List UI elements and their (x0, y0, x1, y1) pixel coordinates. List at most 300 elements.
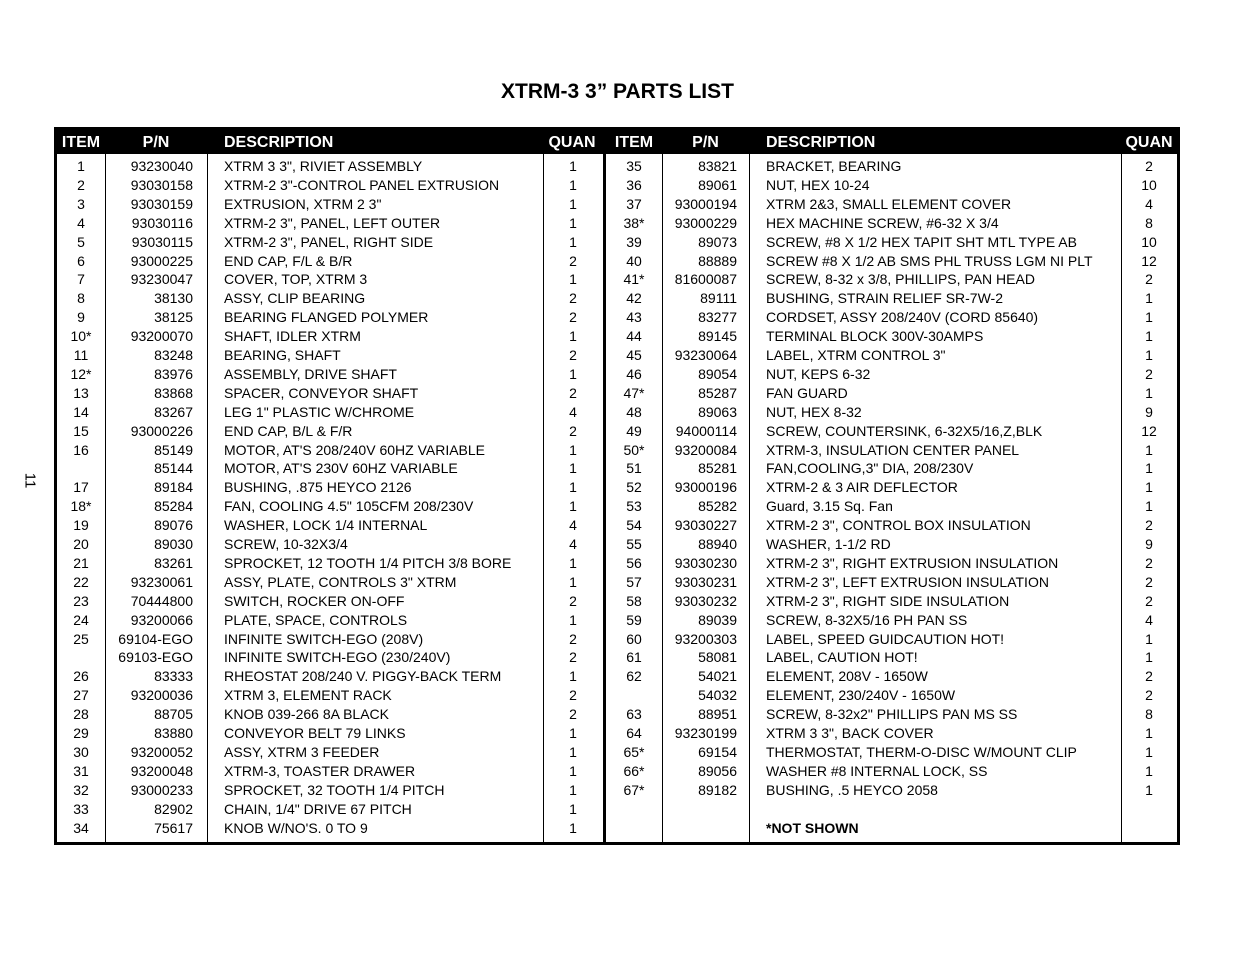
table-header (57, 130, 1177, 154)
right-row-desc: WASHER #8 INTERNAL LOCK, SS (766, 762, 988, 779)
left-row-pn: 83248 (154, 347, 193, 363)
right-row-quan: 1 (1145, 290, 1153, 307)
right-row-item: 44 (626, 328, 642, 345)
right-row-quan: 2 (1145, 668, 1153, 685)
right-row-pn (664, 819, 737, 838)
left-row-item: 29 (73, 725, 89, 741)
right-row-pn: 88940 (698, 536, 737, 552)
left-row-desc: ASSY, XTRM 3 FEEDER (224, 743, 380, 760)
right-row-quan: 2 (1145, 271, 1153, 288)
left-row-pn: 82902 (154, 800, 193, 817)
right-row-quan: 1 (1145, 460, 1153, 477)
left-row-pn: 83868 (154, 384, 193, 401)
right-row-desc: CORDSET, ASSY 208/240V (CORD 85640) (766, 309, 1039, 326)
right-row-quan: 1 (1145, 479, 1153, 496)
right-row-quan: 4 (1145, 611, 1153, 628)
left-row-quan: 1 (569, 460, 577, 477)
left-row-item: 5 (77, 233, 85, 250)
left-row-item: 30 (73, 743, 89, 760)
left-row-quan: 4 (569, 517, 577, 534)
right-row-desc: NUT, KEPS 6-32 (766, 365, 871, 382)
left-row-desc: KNOB W/NO'S. 0 TO 9 (224, 819, 368, 836)
right-row-item: 57 (626, 573, 642, 590)
right-row-pn: 93200084 (674, 441, 737, 458)
left-row-pn: 70444800 (130, 592, 193, 609)
right-row-item: 51 (626, 460, 642, 477)
left-row-pn: 89184 (154, 479, 193, 496)
left-row-desc: SPROCKET, 32 TOOTH 1/4 PITCH (224, 781, 445, 798)
left-row-item: 14 (73, 403, 89, 420)
left-row-desc: XTRM-2 3", PANEL, LEFT OUTER (224, 214, 441, 231)
right-row-pn: 93030231 (674, 573, 737, 590)
right-row-item: 59 (626, 611, 642, 628)
left-row-item: 15 (73, 422, 89, 439)
left-row-quan: 1 (569, 214, 577, 231)
right-row-item: 50* (623, 441, 645, 458)
left-row-desc: INFINITE SWITCH-EGO (208V) (224, 630, 424, 647)
left-row-item: 17 (73, 479, 89, 496)
right-row-desc: WASHER, 1-1/2 RD (766, 536, 891, 552)
left-row-desc: PLATE, SPACE, CONTROLS (224, 611, 408, 628)
left-row-item: 10* (70, 328, 92, 345)
right-row-pn: 93030230 (674, 554, 737, 571)
left-row-pn: 83880 (154, 725, 193, 741)
left-row-desc: XTRM-2 3", PANEL, RIGHT SIDE (224, 233, 434, 250)
right-row-item: 60 (626, 630, 642, 647)
right-row-quan: 8 (1145, 214, 1153, 231)
left-row-quan: 1 (569, 233, 577, 250)
right-row-item: 62 (626, 668, 642, 685)
right-row-pn: 54021 (698, 668, 737, 685)
right-row-pn: 93230199 (674, 725, 737, 741)
left-row-desc: XTRM-3, TOASTER DRAWER (224, 762, 416, 779)
left-row-item: 28 (73, 706, 89, 723)
right-row-pn: 89056 (698, 762, 737, 779)
left-row-pn: 93230040 (130, 158, 193, 174)
right-row-pn (664, 800, 737, 819)
right-row-pn: 89054 (698, 365, 737, 382)
right-row-item: 55 (626, 536, 642, 552)
left-row-item: 13 (73, 384, 89, 401)
left-row-pn: 93200052 (130, 743, 193, 760)
left-row-desc: SCREW, 10-32X3/4 (224, 536, 348, 552)
right-row-desc: XTRM 3 3", BACK COVER (766, 725, 934, 741)
right-row-quan: 2 (1145, 554, 1153, 571)
right-row-pn: 54032 (698, 687, 737, 704)
left-row-quan: 2 (569, 422, 577, 439)
right-row-pn: 58081 (698, 649, 737, 666)
left-row-pn: 93230061 (130, 573, 193, 590)
right-row-pn: 93200303 (674, 630, 737, 647)
left-row-desc: CHAIN, 1/4" DRIVE 67 PITCH (224, 800, 412, 817)
left-row-quan: 1 (569, 725, 577, 741)
right-row-quan: 4 (1145, 195, 1153, 212)
left-row-quan: 4 (569, 403, 577, 420)
right-row-item: 36 (626, 176, 642, 193)
right-row-quan: 1 (1145, 781, 1153, 798)
left-row-quan: 1 (569, 479, 577, 496)
left-row-quan: 1 (569, 554, 577, 571)
left-row-quan: 1 (569, 176, 577, 193)
left-row-quan: 1 (569, 195, 577, 212)
header-pn-right: P/N (692, 134, 719, 151)
right-row-desc: FAN,COOLING,3" DIA, 208/230V (766, 460, 974, 477)
left-row-item: 12* (70, 365, 92, 382)
left-row-desc: END CAP, F/L & B/R (224, 252, 353, 269)
column-divider (749, 154, 750, 842)
right-row-pn: 85287 (698, 384, 737, 401)
left-row-item: 19 (73, 517, 89, 534)
right-row-desc: Guard, 3.15 Sq. Fan (766, 498, 893, 515)
right-row-desc: LABEL, SPEED GUIDCAUTION HOT! (766, 630, 1005, 647)
left-row-desc: CONVEYOR BELT 79 LINKS (224, 725, 406, 741)
right-row-pn: 88889 (698, 252, 737, 269)
left-row-desc: XTRM 3, ELEMENT RACK (224, 687, 392, 704)
left-row-pn: 88705 (154, 706, 193, 723)
right-row-desc: SCREW, 8-32x2" PHILLIPS PAN MS SS (766, 706, 1018, 723)
right-row-item: 63 (626, 706, 642, 723)
right-row-quan: 2 (1145, 365, 1153, 382)
right-row-item: 58 (626, 592, 642, 609)
right-row-pn: 88951 (698, 706, 737, 723)
left-row-item: 21 (73, 554, 89, 571)
left-row-desc: ASSY, CLIP BEARING (224, 290, 366, 307)
right-row-desc: THERMOSTAT, THERM-O-DISC W/MOUNT CLIP (766, 743, 1077, 760)
right-row-desc: ELEMENT, 208V - 1650W (766, 668, 928, 685)
left-row-pn: 83333 (154, 668, 193, 685)
left-row-quan: 1 (569, 611, 577, 628)
left-row-desc: BEARING, SHAFT (224, 347, 341, 363)
right-row-quan (1121, 819, 1177, 838)
left-row-quan: 1 (569, 328, 577, 345)
right-row-pn: 83277 (698, 309, 737, 326)
left-row-quan: 2 (569, 384, 577, 401)
left-row-item: 3 (77, 195, 85, 212)
left-row-item (57, 459, 105, 478)
left-row-item: 22 (73, 573, 89, 590)
right-row-item: 47* (623, 384, 645, 401)
right-row-pn: 81600087 (674, 271, 737, 288)
right-row-quan: 1 (1145, 441, 1153, 458)
right-row-desc: BUSHING, STRAIN RELIEF SR-7W-2 (766, 290, 1004, 307)
left-row-quan: 2 (569, 592, 577, 609)
left-row-desc: XTRM 3 3", RIVIET ASSEMBLY (224, 158, 423, 174)
left-row-quan: 1 (569, 668, 577, 685)
left-row-pn: 75617 (154, 819, 193, 836)
left-row-desc: BEARING FLANGED POLYMER (224, 309, 429, 326)
left-row-item: 24 (73, 611, 89, 628)
left-row-item (57, 648, 105, 667)
left-row-item: 16 (73, 441, 89, 458)
right-row-quan: 12 (1141, 422, 1157, 439)
right-row-desc: XTRM-3, INSULATION CENTER PANEL (766, 441, 1020, 458)
left-row-item: 8 (77, 290, 85, 307)
left-row-desc: RHEOSTAT 208/240 V. PIGGY-BACK TERM (224, 668, 502, 685)
left-row-quan: 1 (569, 498, 577, 515)
left-row-desc: SWITCH, ROCKER ON-OFF (224, 592, 405, 609)
right-row-desc: TERMINAL BLOCK 300V-30AMPS (766, 328, 984, 345)
left-row-item: 6 (77, 252, 85, 269)
right-row-pn: 89073 (698, 233, 737, 250)
right-row-desc: BUSHING, .5 HEYCO 2058 (766, 781, 938, 798)
right-row-quan: 2 (1145, 517, 1153, 534)
right-row-quan: 1 (1145, 630, 1153, 647)
column-divider (105, 154, 106, 842)
right-row-desc: XTRM-2 3", CONTROL BOX INSULATION (766, 517, 1031, 534)
right-row-desc: LABEL, XTRM CONTROL 3" (766, 347, 946, 363)
header-item-right: ITEM (614, 134, 654, 151)
left-row-desc: WASHER, LOCK 1/4 INTERNAL (224, 517, 428, 534)
left-row-item: 4 (77, 214, 85, 231)
left-row-quan: 1 (569, 573, 577, 590)
right-row-quan: 8 (1145, 706, 1153, 723)
left-row-pn: 83261 (154, 554, 193, 571)
right-row-item: 49 (626, 422, 642, 439)
right-row-pn: 93000196 (674, 479, 737, 496)
right-row-pn: 93000229 (674, 214, 737, 231)
right-row-quan: 1 (1145, 384, 1153, 401)
right-row-item: 45 (626, 347, 642, 363)
left-row-desc: END CAP, B/L & F/R (224, 422, 353, 439)
left-row-item: 18* (70, 498, 92, 515)
left-row-quan: 1 (569, 762, 577, 779)
left-row-pn: 93230047 (130, 271, 193, 288)
left-row-item: 33 (73, 800, 89, 817)
right-row-pn: 89182 (698, 781, 737, 798)
left-row-pn: 83267 (154, 403, 193, 420)
right-row-item: 66* (623, 762, 645, 779)
left-row-item: 20 (73, 536, 89, 552)
right-row-pn: 89063 (698, 403, 737, 420)
left-row-desc: ASSEMBLY, DRIVE SHAFT (224, 365, 397, 382)
header-description-left: DESCRIPTION (224, 134, 334, 151)
right-row-item: 48 (626, 403, 642, 420)
parts-table (54, 127, 1180, 845)
left-row-desc: FAN, COOLING 4.5" 105CFM 208/230V (224, 498, 474, 515)
left-row-desc: MOTOR, AT'S 208/240V 60HZ VARIABLE (224, 441, 486, 458)
left-row-quan: 2 (569, 706, 577, 723)
right-row-pn: 93030227 (674, 517, 737, 534)
left-row-item: 26 (73, 668, 89, 685)
left-row-pn: 89030 (154, 536, 193, 552)
right-row-item: 65* (623, 743, 645, 760)
right-row-quan: 9 (1145, 403, 1153, 420)
left-row-item: 32 (73, 781, 89, 798)
right-row-pn: 89111 (700, 290, 737, 307)
page-number: 11 (21, 472, 39, 489)
right-row-quan: 2 (1145, 573, 1153, 590)
right-row-desc: XTRM-2 & 3 AIR DEFLECTOR (766, 479, 958, 496)
right-row-item: 42 (626, 290, 642, 307)
right-row-item: 52 (626, 479, 642, 496)
right-row-item (606, 686, 662, 705)
left-row-desc: SHAFT, IDLER XTRM (224, 328, 361, 345)
left-row-item: 31 (73, 762, 89, 779)
right-row-quan (1121, 800, 1177, 819)
right-row-desc: NUT, HEX 8-32 (766, 403, 862, 420)
left-row-quan: 1 (569, 158, 577, 174)
left-row-quan: 1 (569, 800, 577, 817)
right-row-quan: 1 (1145, 328, 1153, 345)
right-row-pn: 89039 (698, 611, 737, 628)
right-row-item: 64 (626, 725, 642, 741)
left-row-quan: 2 (569, 290, 577, 307)
right-row-pn: 93030232 (674, 592, 737, 609)
left-row-pn: 38125 (154, 309, 193, 326)
left-row-desc: KNOB 039-266 8A BLACK (224, 706, 389, 723)
right-row-quan: 1 (1145, 309, 1153, 326)
right-row-desc: ELEMENT, 230/240V - 1650W (766, 687, 956, 704)
right-row-item: 37 (626, 195, 642, 212)
right-row-quan: 1 (1145, 725, 1153, 741)
left-row-pn: 38130 (154, 290, 193, 307)
right-row-desc: XTRM-2 3", RIGHT SIDE INSULATION (766, 592, 1010, 609)
right-row-pn: 85281 (698, 460, 737, 477)
left-row-item: 34 (73, 819, 89, 836)
left-row-desc: XTRM-2 3"-CONTROL PANEL EXTRUSION (224, 176, 500, 193)
left-row-quan: 2 (569, 347, 577, 363)
left-row-quan: 2 (569, 309, 577, 326)
left-row-quan: 2 (569, 649, 577, 666)
left-row-desc: INFINITE SWITCH-EGO (230/240V) (224, 649, 451, 666)
right-row-quan: 1 (1145, 743, 1153, 760)
left-row-quan: 2 (569, 252, 577, 269)
right-row-item: 54 (626, 517, 642, 534)
left-row-item: 9 (77, 309, 85, 326)
header-description-right: DESCRIPTION (766, 134, 876, 151)
right-row-desc: XTRM-2 3", LEFT EXTRUSION INSULATION (766, 573, 1049, 590)
left-row-item: 23 (73, 592, 89, 609)
right-row-pn: 85282 (698, 498, 737, 515)
left-row-pn: 85144 (154, 460, 193, 477)
right-row-pn: 69154 (698, 743, 737, 760)
left-row-pn: 89076 (154, 517, 193, 534)
right-row-pn: 83821 (698, 158, 737, 174)
right-row-item: 61 (626, 649, 642, 666)
left-row-quan: 4 (569, 536, 577, 552)
left-row-pn: 93000226 (130, 422, 193, 439)
right-row-item: 53 (626, 498, 642, 515)
left-row-desc: COVER, TOP, XTRM 3 (224, 271, 368, 288)
left-row-pn: 93200036 (130, 687, 193, 704)
header-pn-left: P/N (142, 134, 170, 151)
right-row-quan: 9 (1145, 536, 1153, 552)
left-row-pn: 69104-EGO (118, 630, 193, 647)
left-row-pn: 93030159 (130, 195, 193, 212)
left-row-pn: 93000225 (130, 252, 193, 269)
page-title: XTRM-3 3” PARTS LIST (501, 80, 734, 103)
right-row-item: 39 (626, 233, 642, 250)
right-row-item: 43 (626, 309, 642, 326)
right-row-item: 40 (626, 252, 642, 269)
right-row-item: 38* (623, 214, 645, 231)
left-row-quan: 2 (569, 630, 577, 647)
right-row-desc: SCREW, #8 X 1/2 HEX TAPIT SHT MTL TYPE AB (766, 233, 1077, 250)
left-row-pn: 93030158 (130, 176, 193, 193)
right-row-quan: 2 (1145, 158, 1153, 174)
right-row-pn: 93000194 (674, 195, 737, 212)
right-row-desc: SCREW, COUNTERSINK, 6-32X5/16,Z,BLK (766, 422, 1043, 439)
right-row-desc: BRACKET, BEARING (766, 158, 902, 174)
right-row-quan: 1 (1145, 762, 1153, 779)
right-row-item (606, 819, 662, 838)
left-row-quan: 1 (569, 819, 577, 836)
left-row-quan: 1 (569, 271, 577, 288)
left-row-desc: SPACER, CONVEYOR SHAFT (224, 384, 419, 401)
left-row-desc: BUSHING, .875 HEYCO 2126 (224, 479, 412, 496)
right-row-desc: HEX MACHINE SCREW, #6-32 X 3/4 (766, 214, 999, 231)
left-row-item: 1 (77, 158, 85, 174)
left-row-pn: 69103-EGO (118, 649, 193, 666)
right-row-item: 67* (623, 781, 645, 798)
left-row-pn: 93200048 (130, 762, 193, 779)
left-row-pn: 93200070 (130, 328, 193, 345)
right-row-desc: LABEL, CAUTION HOT! (766, 649, 918, 666)
right-row-item: 41* (623, 271, 645, 288)
right-row-quan: 12 (1141, 252, 1157, 269)
header-quan-left: QUAN (548, 134, 596, 151)
left-row-pn: 83976 (154, 365, 193, 382)
right-row-desc: NUT, HEX 10-24 (766, 176, 870, 193)
right-row-item: 56 (626, 554, 642, 571)
right-row-desc: FAN GUARD (766, 384, 848, 401)
left-row-desc: SPROCKET, 12 TOOTH 1/4 PITCH 3/8 BORE (224, 554, 512, 571)
right-row-quan: 10 (1141, 176, 1157, 193)
right-row-quan: 1 (1145, 498, 1153, 515)
right-row-quan: 2 (1145, 687, 1153, 704)
right-row-quan: 10 (1141, 233, 1157, 250)
right-row-item (606, 800, 662, 819)
right-row-pn: 89145 (698, 328, 737, 345)
left-row-item: 7 (77, 271, 85, 288)
right-row-desc: SCREW, 8-32X5/16 PH PAN SS (766, 611, 968, 628)
right-row-desc: XTRM 2&3, SMALL ELEMENT COVER (766, 195, 1012, 212)
left-row-quan: 1 (569, 781, 577, 798)
left-row-desc: LEG 1" PLASTIC W/CHROME (224, 403, 415, 420)
left-row-desc: ASSY, PLATE, CONTROLS 3" XTRM (224, 573, 457, 590)
right-row-desc: *NOT SHOWN (766, 819, 859, 836)
right-row-item: 46 (626, 365, 642, 382)
right-row-desc (766, 800, 1120, 819)
left-row-desc: EXTRUSION, XTRM 2 3" (224, 195, 382, 212)
left-row-item: 27 (73, 687, 89, 704)
right-row-pn: 94000114 (675, 422, 737, 439)
left-row-pn: 93000233 (130, 781, 193, 798)
left-row-quan: 1 (569, 441, 577, 458)
right-row-quan: 1 (1145, 649, 1153, 666)
left-row-quan: 2 (569, 687, 577, 704)
right-row-pn: 89061 (698, 176, 737, 193)
right-row-quan: 1 (1145, 347, 1153, 363)
left-row-pn: 93200066 (130, 611, 193, 628)
column-divider (662, 154, 663, 842)
right-row-desc: SCREW, 8-32 x 3/8, PHILLIPS, PAN HEAD (766, 271, 1035, 288)
left-row-desc: MOTOR, AT'S 230V 60HZ VARIABLE (224, 460, 458, 477)
left-row-pn: 85284 (154, 498, 193, 515)
left-row-quan: 1 (569, 743, 577, 760)
left-row-item: 25 (73, 630, 89, 647)
header-quan-right: QUAN (1125, 134, 1173, 151)
left-row-item: 11 (73, 347, 89, 363)
right-row-quan: 2 (1145, 592, 1153, 609)
left-row-pn: 85149 (154, 441, 193, 458)
right-row-desc: SCREW #8 X 1/2 AB SMS PHL TRUSS LGM NI PLT (766, 252, 1093, 269)
right-row-desc: XTRM-2 3", RIGHT EXTRUSION INSULATION (766, 554, 1059, 571)
left-row-pn: 93030116 (131, 214, 193, 231)
column-divider (207, 154, 208, 842)
left-row-item: 2 (77, 176, 85, 193)
right-row-item: 35 (626, 158, 642, 174)
